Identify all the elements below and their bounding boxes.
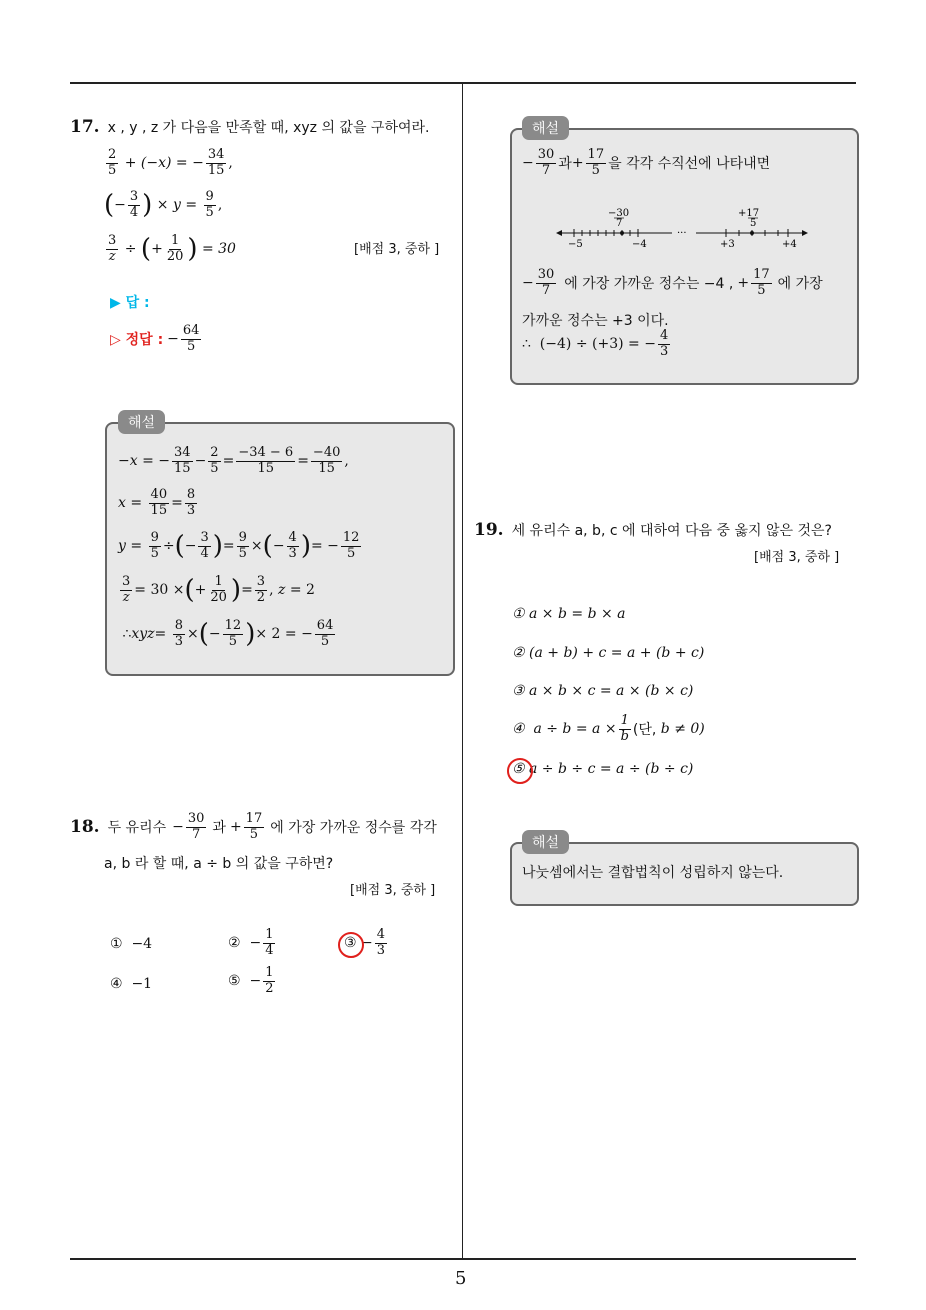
q17-correct: ▷ 정답 : − $\frac{64}{5}$	[110, 323, 200, 354]
q19-choice-5[interactable]: ⑤ a ÷ b ÷ c = a ÷ (b ÷ c)	[512, 761, 694, 777]
column-divider	[462, 84, 463, 1259]
svg-text:5: 5	[750, 218, 757, 229]
q18-prompt-c: 에 가장 가까운 정수를 각각	[270, 820, 437, 837]
point-minus-30-7	[620, 231, 624, 235]
q18-prompt-a: 두 유리수	[107, 820, 167, 837]
q18-number: 18.	[70, 817, 100, 838]
q19-explain-badge: 해설	[522, 830, 569, 854]
tick-label-minus4: −4	[632, 239, 647, 250]
q18-score: [배점 3, 중하 ]	[350, 883, 436, 898]
svg-text:7: 7	[616, 218, 623, 229]
q18-choice-2[interactable]: ② − $\frac{1}{4}$	[228, 927, 274, 958]
q19-header	[474, 520, 832, 540]
q18-choice-1[interactable]: ① −4	[110, 936, 153, 952]
q17-eq1: $\frac{2}{5}$ + (−x) = − $\frac{34}{15}$ ,	[108, 146, 233, 178]
q17-equations	[104, 143, 236, 271]
q19-selected-circle	[507, 758, 533, 784]
q18-prompt-d: a, b 라 할 때, a ÷ b 의 값을 구하면?	[104, 856, 334, 872]
q17-answer-label: ▶ 답 :	[110, 295, 150, 311]
q18-header: 18. 두 유리수 − $\frac{30}{7}$ 과 + $\frac{17}{5}$ 에 가장 가까운 정수를 각각	[70, 811, 437, 842]
q17-correct-label: ▷ 정답 :	[110, 332, 164, 349]
q17-explain-badge: 해설	[118, 410, 165, 434]
q17-eq3: $\frac{3}{z}$ ÷ ( + $\frac{1}{20}$ ) = 30	[108, 232, 236, 264]
q19-prompt: 세 유리수 a, b, c 에 대하여 다음 중 옳지 않은 것은?	[511, 523, 832, 539]
page-number: 5	[455, 1268, 467, 1289]
q19-choice-1[interactable]: ① a × b = b × a	[512, 606, 626, 622]
q19-explain-text: 나눗셈에서는 결합법칙이 성립하지 않는다.	[522, 865, 784, 881]
top-rule	[70, 82, 856, 84]
q17-header	[70, 117, 429, 137]
q18-choice-3[interactable]: ③ − $\frac{4}{3}$	[344, 927, 386, 958]
tick-label-plus3: +3	[720, 239, 735, 250]
q18-explain-line3: 가까운 정수는 +3 이다.	[522, 313, 669, 329]
q17-number: 17.	[70, 117, 100, 137]
q18-selected-circle	[338, 932, 364, 958]
q18-prompt-b: 과	[212, 820, 226, 837]
q17-prompt: x , y , z 가 다음을 만족할 때, xyz 의 값을 구하여라.	[107, 120, 430, 136]
number-line	[556, 205, 810, 250]
q19-choice-4[interactable]: ④ a ÷ b = a × $\frac{1}{b}$ (단, b ≠ 0)	[512, 713, 705, 744]
q18-choice-4[interactable]: ④ −1	[110, 976, 153, 992]
q17-eq2: ( − $\frac{3}{4}$ ) × y = $\frac{9}{5}$ ,	[104, 188, 223, 220]
q19-score: [배점 3, 중하 ]	[754, 550, 840, 565]
numberline-dots: ···	[677, 228, 687, 239]
q18-explain-line2: − $\frac{30}{7}$ 에 가장 가까운 정수는 −4 , + $\frac{17}{5}$ 에 가장	[522, 267, 823, 298]
tick-label-plus4: +4	[782, 239, 797, 250]
q19-number: 19.	[474, 520, 504, 540]
q18-explain-line1: − $\frac{30}{7}$ 과 + $\frac{17}{5}$ 을 각각 수직선에 나타내면	[522, 147, 771, 178]
q18-explain-conclusion: ∴ (−4) ÷ (+3) = − $\frac{4}{3}$	[522, 328, 669, 359]
q19-choice-3[interactable]: ③ a × b × c = a × (b × c)	[512, 683, 694, 699]
q18-explain-badge: 해설	[522, 116, 569, 140]
tick-label-minus5: −5	[568, 239, 583, 250]
point-plus-17-5	[750, 231, 754, 235]
q18-choice-5[interactable]: ⑤ − $\frac{1}{2}$	[228, 965, 274, 996]
point-label-right: +17	[738, 208, 760, 219]
bottom-rule	[70, 1258, 856, 1260]
q17-explanation: −x = − $\frac{34}{15}$ − $\frac{2}{5}$ = $\frac{-34 - 6}{15}$ = $\frac{-40}{15}$ , x = $\frac{40}{15}$ = $\frac{8}{3}$ y = $\frac{9}{5}$ ÷ ( − $\frac{3}{4}$ ) = $\frac{9}{5}$ × ( − $\frac{4}{3}$ ) = − $\frac{12}{5}$ $\frac{3}{z}$ = 30 × ( + $\frac{1}{20}$ ) = $\frac{3}{2}$ , z = 2 ∴ xyz = $\frac{8}{3}$ × ( − $\frac{12}{5}$ ) × 2 = − $\frac{64}{5}$	[118, 444, 360, 649]
q19-choice-2[interactable]: ② (a + b) + c = a + (b + c)	[512, 645, 705, 661]
point-label-left: −30	[608, 208, 630, 219]
q17-score: [배점 3, 중하 ]	[354, 242, 440, 257]
